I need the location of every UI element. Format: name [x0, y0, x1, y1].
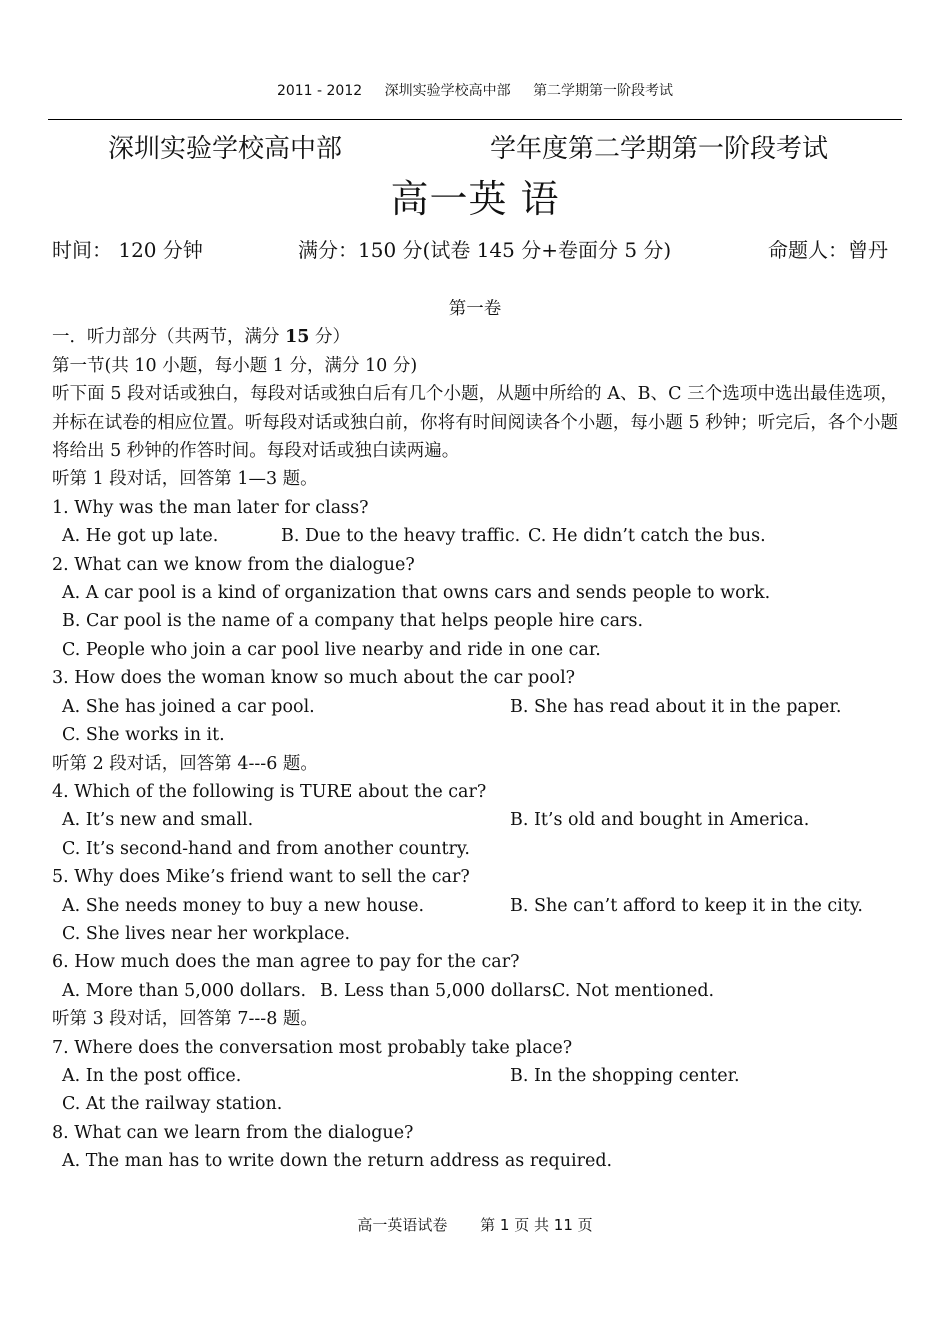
option-7c: C. At the railway station.	[62, 1094, 283, 1115]
option-6c: C. Not mentioned.	[552, 980, 715, 1001]
option-4b: B. It’s old and bought in America.	[510, 810, 810, 831]
option-4c: C. It’s second-hand and from another country.	[62, 838, 470, 859]
option-6a: A. More than 5,000 dollars.	[62, 980, 307, 1001]
exam-author: 命题人：曾丹	[768, 238, 888, 262]
part-heading-score: 15	[285, 327, 310, 348]
options-5	[52, 892, 898, 920]
options-6	[52, 977, 898, 1005]
options-1	[52, 522, 898, 550]
header-rule	[48, 119, 902, 120]
option-6b: B. Less than 5,000 dollars.	[320, 980, 557, 1001]
question-1: 1. Why was the man later for class?	[52, 497, 369, 518]
options-3	[52, 693, 898, 721]
question-5: 5. Why does Mike’s friend want to sell the car?	[52, 867, 470, 888]
section-heading: 第一节(共 10 小题，每小题 1 分，满分 10 分)	[52, 355, 418, 376]
exam-title	[0, 128, 950, 162]
exam-time: 时间： 120 分钟	[52, 238, 203, 262]
header-school: 深圳实验学校高中部	[384, 83, 511, 99]
options-7	[52, 1062, 898, 1090]
exam-body	[52, 295, 898, 1176]
footer-paper: 高一英语试卷	[357, 1216, 448, 1234]
exam-title-term: 学年度第二学期第一阶段考试	[490, 134, 829, 164]
option-3c: C. She works in it.	[62, 725, 225, 746]
footer-page: 第 1 页 共 11 页	[480, 1216, 593, 1234]
option-2a: A. A car pool is a kind of organization that owns cars and sends people to work.	[62, 583, 771, 604]
question-8: 8. What can we learn from the dialogue?	[52, 1122, 414, 1143]
option-2c: C. People who join a car pool live nearby and ride in one car.	[62, 639, 601, 660]
instructions: 听下面 5 段对话或独白，每段对话或独白后有几个小题，从题中所给的 A、B、C 三个选项中选出最佳选项，并标在试卷的相应位置。听每段对话或独白前，你将有时间阅读各个小题，每小题 5 秒钟；听完后，各个小题将给出 5 秒钟的作答时间。每段对话或独白读两遍。	[52, 384, 898, 462]
option-4a: A. It’s new and small.	[62, 810, 254, 831]
part-heading-text: 一．听力部分（共两节，满分	[52, 327, 286, 348]
header-term: 第二学期第一阶段考试	[533, 83, 674, 99]
option-7b: B. In the shopping center.	[510, 1065, 740, 1086]
header-year: 2011 - 2012	[276, 83, 363, 99]
volume-title: 第一卷	[448, 299, 502, 319]
option-1c: C. He didn’t catch the bus.	[528, 526, 766, 547]
option-7a: A. In the post office.	[62, 1065, 242, 1086]
dialogue-heading: 听第 1 段对话，回答第 1—3 题。	[52, 469, 318, 490]
question-6: 6. How much does the man agree to pay for the car?	[52, 952, 520, 973]
question-2: 2. What can we know from the dialogue?	[52, 554, 415, 575]
part-heading	[52, 323, 898, 351]
question-7: 7. Where does the conversation most probably take place?	[52, 1037, 573, 1058]
dialogue-heading: 听第 2 段对话，回答第 4---6 题。	[52, 753, 318, 774]
options-4	[52, 806, 898, 834]
option-3b: B. She has read about it in the paper.	[510, 696, 842, 717]
part-heading-end: 分）	[309, 327, 350, 348]
option-5c: C. She lives near her workplace.	[62, 923, 351, 944]
option-8a: A. The man has to write down the return address as required.	[62, 1151, 613, 1172]
option-5b: B. She can’t afford to keep it in the city.	[510, 895, 863, 916]
exam-info	[0, 234, 950, 264]
exam-title-school: 深圳实验学校高中部	[108, 134, 343, 164]
dialogue-heading: 听第 3 段对话，回答第 7---8 题。	[52, 1009, 318, 1030]
question-3: 3. How does the woman know so much about the car pool?	[52, 668, 576, 689]
option-3a: A. She has joined a car pool.	[62, 696, 315, 717]
option-5a: A. She needs money to buy a new house.	[62, 895, 425, 916]
question-4: 4. Which of the following is TURE about the car?	[52, 781, 487, 802]
option-2b: B. Car pool is the name of a company that helps people hire cars.	[62, 611, 644, 632]
page-header	[0, 80, 950, 100]
exam-score: 满分：150 分(试卷 145 分+卷面分 5 分)	[298, 238, 672, 262]
exam-subject: 高一英 语	[390, 177, 560, 221]
option-1a: A. He got up late.	[62, 526, 219, 547]
option-1b: B. Due to the heavy traffic.	[281, 526, 521, 547]
page-footer	[0, 1214, 950, 1235]
